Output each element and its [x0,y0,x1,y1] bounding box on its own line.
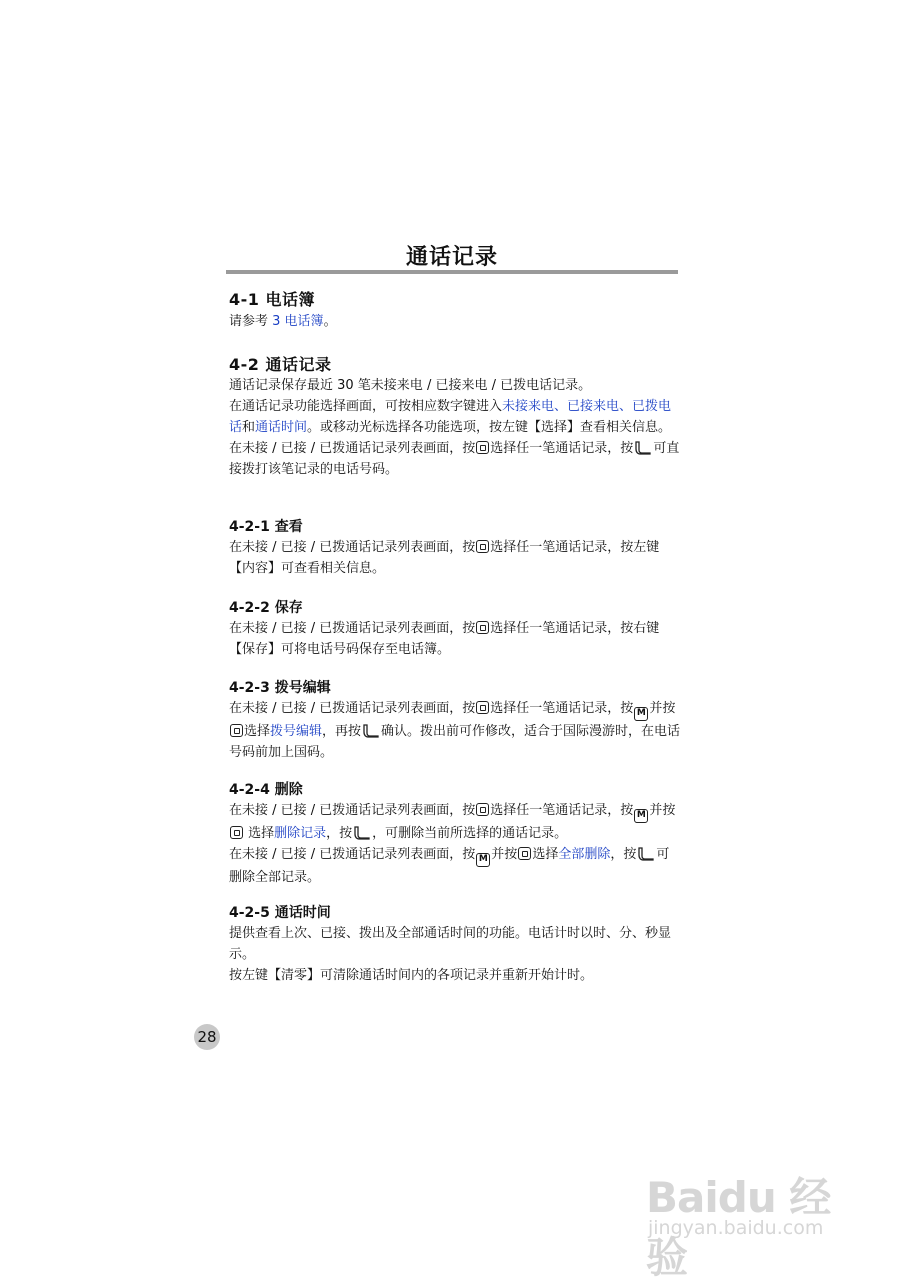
nav-key-icon [476,441,489,454]
section-heading-4-2-2: 4-2-2 保存 [229,600,303,616]
section-heading-4-2-1: 4-2-1 查看 [229,519,303,535]
section-4-2-4-text: 在未接 / 已接 / 已拨通话记录列表画面，按 选择任一笔通话记录，按 M 并按 选择删除记录，按 ，可删除当前所选择的通话记录。 在未接 / 已接 / 已拨通话记录列表画面，按 M 并按 选择全部删除，按 可删除全部记录。 [229,803,676,885]
call-time-link[interactable]: 通话时间 [255,420,308,435]
m-key-icon: M [634,809,648,823]
nav-key-icon [476,701,489,714]
nav-key-icon [518,847,531,860]
page-title: 通话记录 [405,245,498,270]
title-rule [226,270,678,274]
section-4-2-1-text: 在未接 / 已接 / 已拨通话记录列表画面，按 选择任一笔通话记录，按左键【内容】可查看相关信息。 [229,540,660,576]
nav-key-icon [476,803,489,816]
delete-record-link[interactable]: 删除记录 [274,826,327,841]
section-4-2-2-text: 在未接 / 已接 / 已拨通话记录列表画面，按 选择任一笔通话记录，按右键【保存】可将电话号码保存至电话簿。 [229,621,660,657]
nav-key-icon [230,724,243,737]
nav-key-icon [230,826,243,839]
call-key-icon [634,441,652,455]
section-4-1-text: 请参考 3 电话簿。 [229,314,337,329]
section-heading-4-2-4: 4-2-4 删除 [229,782,303,798]
call-key-icon [353,826,371,840]
nav-key-icon [476,540,489,553]
section-4-2-text: 通话记录保存最近 30 笔未接来电 / 已接来电 / 已拨电话记录。 在通话记录功能选择画面，可按相应数字键进入未接来电、已接来电、已拨电话和通话时间。或移动光标选择各功能选项，按左键【选择】查看相关信息。 在未接 / 已接 / 已拨通话记录列表画面，按 选择任一笔通话记录，按 可直接拨打该笔记录的电话号码。 [229,378,680,477]
section-heading-4-1: 4-1 电话簿 [229,290,315,309]
call-key-icon [637,847,655,861]
watermark-url: jingyan.baidu.com [648,1217,824,1239]
dial-edit-link[interactable]: 拨号编辑 [270,724,323,739]
delete-all-link[interactable]: 全部删除 [558,847,611,862]
section-4-2-3-text: 在未接 / 已接 / 已拨通话记录列表画面，按 选择任一笔通话记录，按 M 并按选择拨号编辑，再按 确认。拨出前可作修改，适合于国际漫游时，在电话号码前加上国码。 [229,701,681,760]
page-number: 28 [194,1024,220,1050]
call-types-link[interactable]: 未接来电、已接来电、已拨电话 [229,399,672,435]
section-heading-4-2-5: 4-2-5 通话时间 [229,905,331,921]
watermark-logo: Baidu 经验 [646,1173,831,1282]
section-4-2-5-text: 提供查看上次、已接、拨出及全部通话时间的功能。电话计时以时、分、秒显示。 按左键【清零】可清除通话时间内的各项记录并重新开始计时。 [229,926,672,983]
section-heading-4-2: 4-2 通话记录 [229,355,332,374]
nav-key-icon [476,621,489,634]
call-key-icon [362,724,380,738]
m-key-icon: M [634,707,648,721]
section-heading-4-2-3: 4-2-3 拨号编辑 [229,680,331,696]
m-key-icon: M [476,853,490,867]
phonebook-link[interactable]: 3 电话簿 [272,314,324,329]
watermark [640,1155,870,1282]
